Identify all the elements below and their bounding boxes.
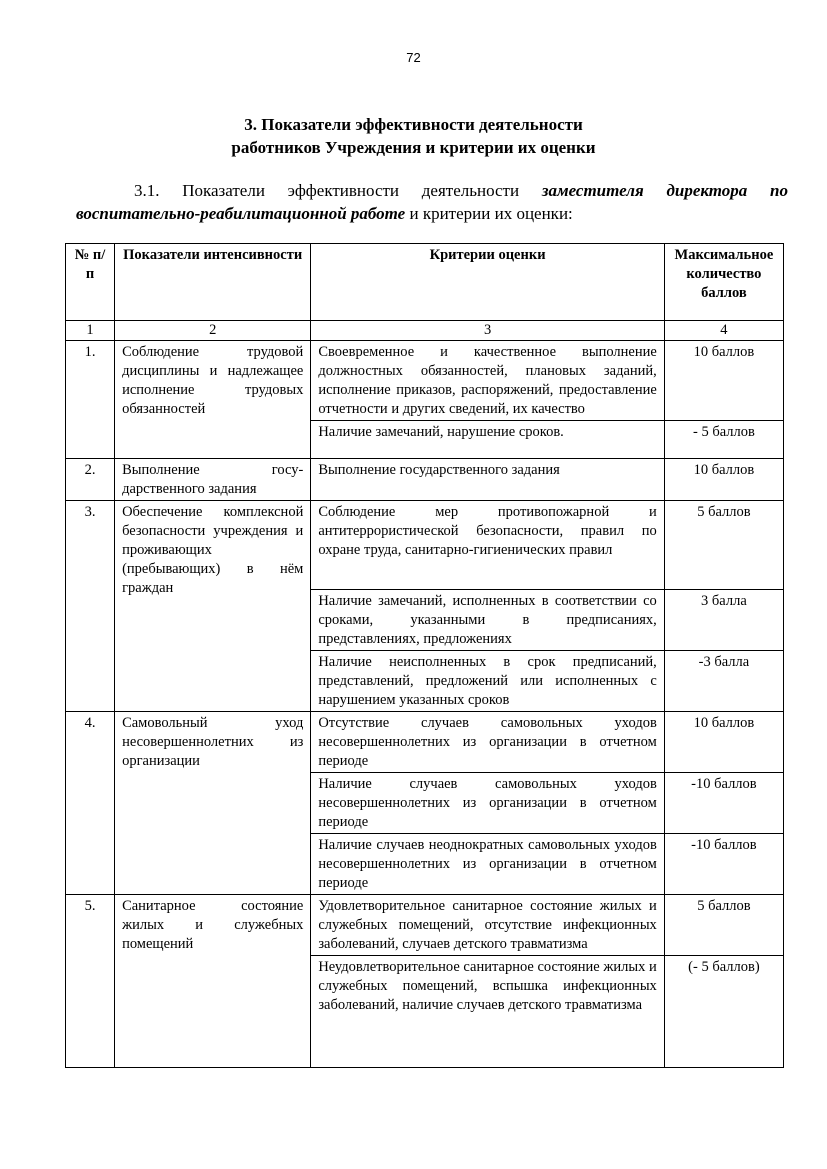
criteria-cell: Наличие неисполненных в срок предписаний, представлений, предложений или исполненных с нарушением указанных сроков bbox=[311, 651, 664, 712]
criteria-table bbox=[65, 243, 784, 1068]
row-number: 2. bbox=[66, 459, 115, 501]
points-cell: - 5 баллов bbox=[664, 421, 783, 459]
criteria-cell: Своевременное и качественное выполнение должностных обязанностей, плановых заданий, исполнение приказов, распоряжений, предоставление отчетности и других сведений, их качество bbox=[311, 341, 664, 421]
row-number: 3. bbox=[66, 501, 115, 712]
title-line-2: работников Учреждения и критерии их оценки bbox=[231, 138, 596, 157]
criteria-cell: Соблюдение мер противопожарной и антитеррористической безопасности, правил по охране труда, санитарно-гигиенических правил bbox=[311, 501, 664, 590]
points-cell: (- 5 баллов) bbox=[664, 956, 783, 1068]
points-cell: 3 балла bbox=[664, 590, 783, 651]
table-row bbox=[66, 459, 784, 501]
header-indicator: Показатели интенсивности bbox=[115, 244, 311, 321]
points-cell: -10 баллов bbox=[664, 834, 783, 895]
criteria-cell: Удовлетворительное санитарное состояние жилых и служебных помещений, отсутствие инфекционных заболеваний, случаев детского травматизма bbox=[311, 895, 664, 956]
intro-prefix: 3.1. Показатели эффективности деятельности bbox=[134, 181, 520, 200]
title-line-1: 3. Показатели эффективности деятельности bbox=[244, 115, 583, 134]
intro-suffix: и критерии их оценки: bbox=[409, 204, 573, 223]
table-row bbox=[66, 501, 784, 590]
criteria-cell: Выполнение государственного задания bbox=[311, 459, 664, 501]
indicator-cell: Соблюдение трудовой дисциплины и надлежащее исполнение трудовых обязанностей bbox=[115, 341, 311, 459]
points-cell: 10 баллов bbox=[664, 459, 783, 501]
criteria-cell: Отсутствие случаев самовольных уходов несовершеннолетних из организации в отчетном периоде bbox=[311, 712, 664, 773]
column-numbers-row bbox=[66, 321, 784, 341]
indicator-cell: Санитарное состояние жилых и служебных помещений bbox=[115, 895, 311, 1068]
table-row bbox=[66, 712, 784, 773]
column-number: 4 bbox=[664, 321, 783, 341]
points-cell: 5 баллов bbox=[664, 501, 783, 590]
header-criteria: Критерии оценки bbox=[311, 244, 664, 321]
row-number: 1. bbox=[66, 341, 115, 459]
intro-emphasis: заместителя директора по воспитательно-реабилитационной работе bbox=[76, 181, 788, 223]
criteria-cell: Наличие случаев неоднократных самовольных уходов несовершеннолетних из организации в отчетном периоде bbox=[311, 834, 664, 895]
points-cell: -3 балла bbox=[664, 651, 783, 712]
header-num: № п/п bbox=[66, 244, 115, 321]
points-cell: 10 баллов bbox=[664, 712, 783, 773]
criteria-cell: Наличие случаев самовольных уходов несовершеннолетних из организации в отчетном периоде bbox=[311, 773, 664, 834]
criteria-cell: Наличие замечаний, нарушение сроков. bbox=[311, 421, 664, 459]
row-number: 4. bbox=[66, 712, 115, 895]
row-number: 5. bbox=[66, 895, 115, 1068]
criteria-cell: Неудовлетворительное санитарное состояние жилых и служебных помещений, вспышка инфекционных заболеваний, наличие случаев детского травматизма bbox=[311, 956, 664, 1068]
criteria-cell: Наличие замечаний, исполненных в соответствии со сроками, указанными в предписаниях, представлениях, предложениях bbox=[311, 590, 664, 651]
header-max-points: Максимальное количество баллов bbox=[664, 244, 783, 321]
intro-paragraph bbox=[76, 179, 788, 225]
column-number: 1 bbox=[66, 321, 115, 341]
table-header-row bbox=[66, 244, 784, 321]
points-cell: -10 баллов bbox=[664, 773, 783, 834]
points-cell: 10 баллов bbox=[664, 341, 783, 421]
indicator-cell: Выполнение госу-дарственного задания bbox=[115, 459, 311, 501]
indicator-cell: Самовольный уход несовершеннолетних из организации bbox=[115, 712, 311, 895]
page-number: 72 bbox=[406, 50, 421, 65]
table-row bbox=[66, 341, 784, 421]
column-number: 3 bbox=[311, 321, 664, 341]
page-title bbox=[0, 113, 827, 159]
table-row bbox=[66, 895, 784, 956]
points-cell: 5 баллов bbox=[664, 895, 783, 956]
column-number: 2 bbox=[115, 321, 311, 341]
indicator-cell: Обеспечение комплексной безопасности учреждения и проживающих (пребывающих) в нём граждан bbox=[115, 501, 311, 712]
